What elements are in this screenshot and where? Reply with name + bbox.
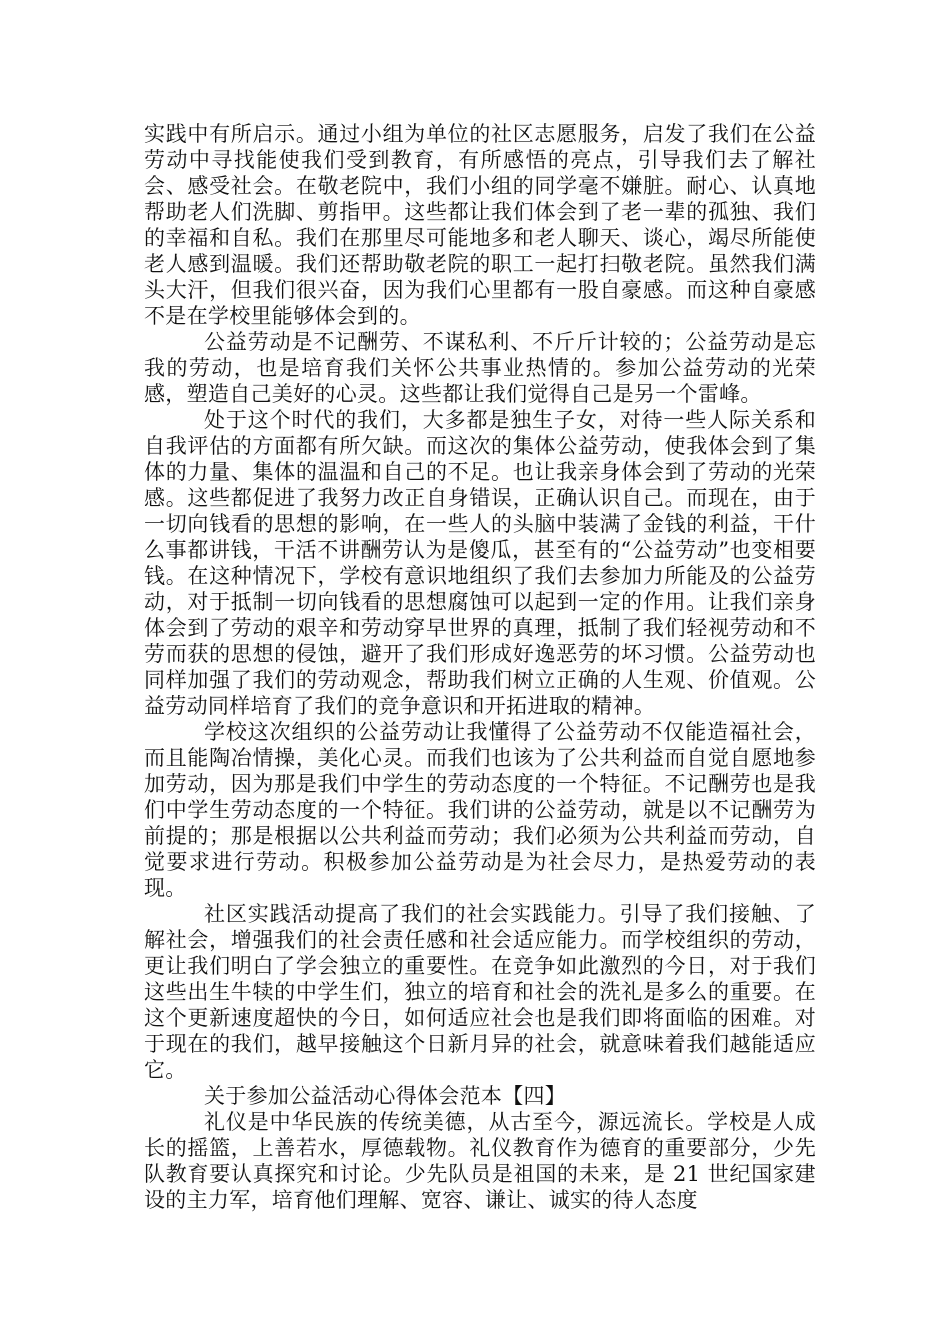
paragraph: 礼仪是中华民族的传统美德，从古至今，源远流长。学校是人成长的摇篮，上善若水，厚德载物。礼仪教育作为德育的重要部分，少先队教育要认真探究和讨论。少先队员是祖国的未来，是 21 世纪国家建设的主力军，培育他们理解、宽容、谦让、诚实的待人态度 xyxy=(144,1110,816,1212)
paragraph-continuation: 实践中有所启示。通过小组为单位的社区志愿服务，启发了我们在公益劳动中寻找能使我们受到教育，有所感悟的亮点，引导我们去了解社会、感受社会。在敬老院中，我们小组的同学毫不嫌脏。耐心、认真地帮助老人们洗脚、剪指甲。这些都让我们体会到了老一辈的孤独、我们的幸福和自私。我们在那里尽可能地多和老人聊天、谈心，竭尽所能使老人感到温暖。我们还帮助敬老院的职工一起打扫敬老院。虽然我们满头大汗，但我们很兴奋，因为我们心里都有一股自豪感。而这种自豪感不是在学校里能够体会到的。 xyxy=(144,122,816,328)
section-heading: 关于参加公益活动心得体会范本【四】 xyxy=(204,1084,567,1108)
paragraph: 学校这次组织的公益劳动让我懂得了公益劳动不仅能造福社会，而且能陶冶情操，美化心灵。而我们也该为了公共利益而自觉自愿地参加劳动，因为那是我们中学生的劳动态度的一个特征。不记酬劳也是我们中学生劳动态度的一个特征。我们讲的公益劳动，就是以不记酬劳为前提的；那是根据以公共利益而劳动；我们必须为公共利益而劳动，自觉要求进行劳动。积极参加公益劳动是为社会尽力，是热爱劳动的表现。 xyxy=(144,720,816,900)
paragraph: 公益劳动是不记酬劳、不谋私利、不斤斤计较的；公益劳动是忘我的劳动，也是培育我们关怀公共事业热情的。参加公益劳动的光荣感，塑造自己美好的心灵。这些都让我们觉得自己是另一个雷峰。 xyxy=(144,330,816,406)
paragraph: 处于这个时代的我们，大多都是独生子女，对待一些人际关系和自我评估的方面都有所欠缺。而这次的集体公益劳动，使我体会到了集体的力量、集体的温温和自己的不足。也让我亲身体会到了劳动的光荣感。这些都促进了我努力改正自身错误，正确认识自己。而现在，由于一切向钱看的思想的影响，在一些人的头脑中装满了金钱的利益，干什么事都讲钱，干活不讲酬劳认为是傻瓜，甚至有的“公益劳动”也变相要钱。在这种情况下，学校有意识地组织了我们去参加力所能及的公益劳动，对于抵制一切向钱看的思想腐蚀可以起到一定的作用。让我们亲身体会到了劳动的艰辛和劳动穿早世界的真理，抵制了我们轻视劳动和不劳而获的思想的侵蚀，避开了我们形成好逸恶劳的坏习惯。公益劳动也同样加强了我们的劳动观念，帮助我们树立正确的人生观、价值观。公益劳动同样培育了我们的竞争意识和开拓进取的精神。 xyxy=(144,408,816,718)
document-body xyxy=(144,121,816,1213)
paragraph: 社区实践活动提高了我们的社会实践能力。引导了我们接触、了解社会，增强我们的社会责任感和社会适应能力。而学校组织的劳动，更让我们明白了学会独立的重要性。在竞争如此激烈的今日，对于我们这些出生牛犊的中学生们，独立的培育和社会的洗礼是多么的重要。在这个更新速度超快的今日，如何适应社会也是我们即将面临的困难。对于现在的我们，越早接触这个日新月异的社会，就意味着我们越能适应它。 xyxy=(144,902,816,1082)
